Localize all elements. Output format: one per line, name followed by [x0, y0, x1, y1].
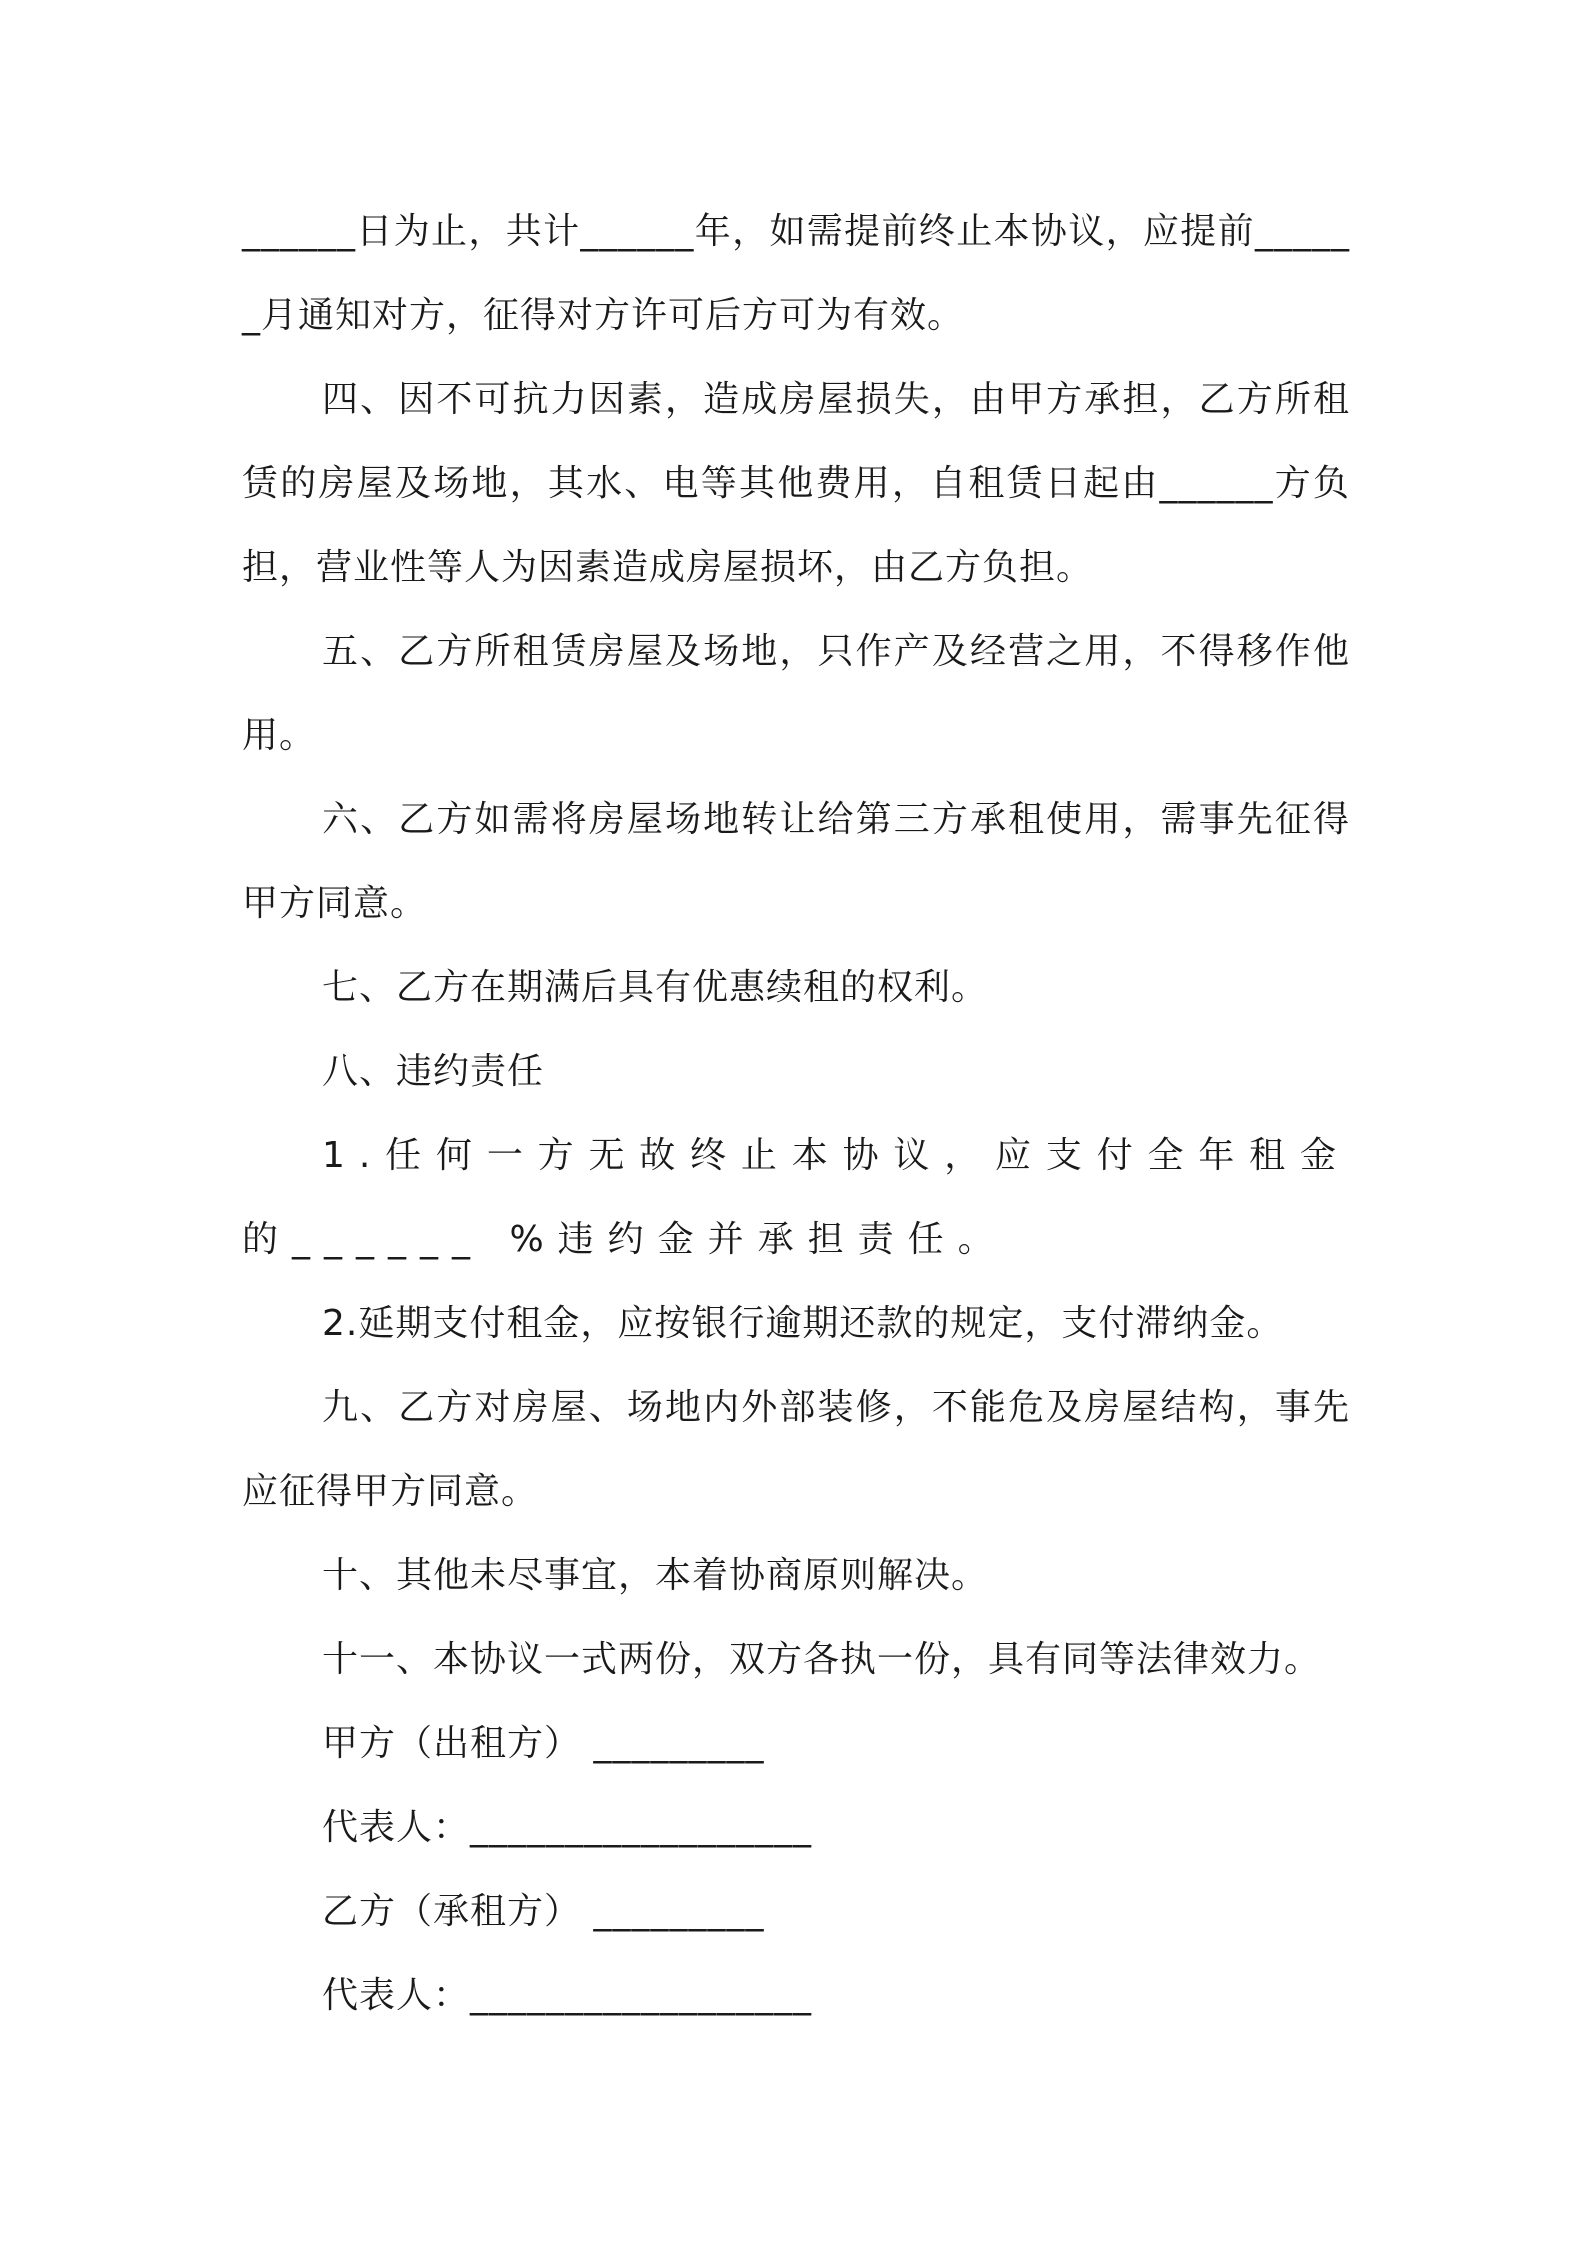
clause-8-item-2: 2.延期支付租金，应按银行逾期还款的规定，支付滞纳金。 [322, 1303, 1284, 1344]
signature-representative-a: 代表人：__________________ [322, 1807, 813, 1848]
clause-5-usage: 五、乙方所租赁房屋及场地，只作产及经营之用，不得移作他用。 [242, 631, 1350, 756]
clause-4-force-majeure: 四、因不可抗力因素，造成房屋损失，由甲方承担，乙方所租赁的房屋及场地，其水、电等其他费用，自租赁日起由______方负担，营业性等人为因素造成房屋损坏，由乙方负担。 [242, 379, 1350, 588]
clause-6-transfer: 六、乙方如需将房屋场地转让给第三方承租使用，需事先征得甲方同意。 [242, 799, 1350, 924]
clause-8-heading: 八、违约责任 [322, 1051, 545, 1092]
clause-8-item-1: 1.任何一方无故终止本协议，应支付全年租金的______ %违约金并承担责任。 [242, 1135, 1350, 1260]
clause-10-other: 十、其他未尽事宜，本着协商原则解决。 [322, 1555, 989, 1596]
clause-9-renovation: 九、乙方对房屋、场地内外部装修，不能危及房屋结构，事先应征得甲方同意。 [242, 1387, 1350, 1512]
clause-term-end: ______日为止，共计______年，如需提前终止本协议，应提前______月通知对方，征得对方许可后方可为有效。 [242, 211, 1350, 336]
document-body [242, 190, 1350, 2038]
signature-party-b: 乙方（承租方） _________ [322, 1891, 765, 1932]
signature-party-a: 甲方（出租方） _________ [322, 1723, 765, 1764]
clause-7-renewal: 七、乙方在期满后具有优惠续租的权利。 [322, 967, 989, 1008]
signature-representative-b: 代表人：__________________ [322, 1975, 813, 2016]
clause-11-copies: 十一、本协议一式两份，双方各执一份，具有同等法律效力。 [322, 1639, 1322, 1680]
